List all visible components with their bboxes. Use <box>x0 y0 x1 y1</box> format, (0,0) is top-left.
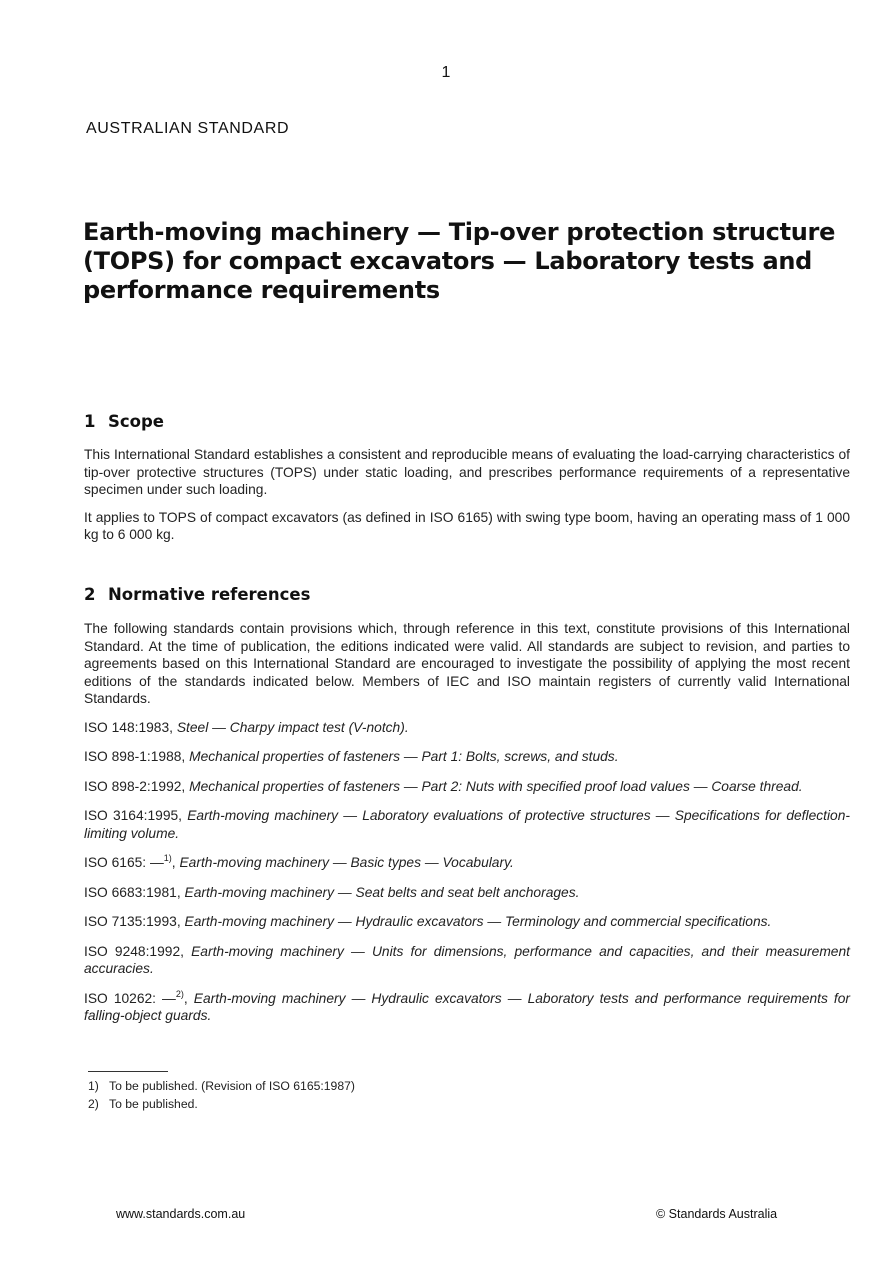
scope-body <box>84 446 850 544</box>
footnote-text: To be published. <box>109 1097 198 1111</box>
reference-title: Mechanical properties of fasteners — Part 1: Bolts, screws, and studs. <box>189 749 619 764</box>
reference-id: ISO 3164:1995, <box>84 808 182 823</box>
footer-url: www.standards.com.au <box>116 1207 246 1221</box>
footnote <box>88 1095 355 1113</box>
reference-id: ISO 7135:1993, <box>84 914 181 929</box>
reference-title: Earth-moving machinery — Seat belts and seat belt anchorages. <box>184 884 580 900</box>
footer-copyright: © Standards Australia <box>656 1207 778 1221</box>
normative-references-heading <box>84 585 310 604</box>
reference-title: Earth-moving machinery — Units for dimensions, performance and capacities, and their measurement accuracies. <box>84 943 850 976</box>
footnote-mark: 2) <box>88 1097 99 1111</box>
normative-references-intro: The following standards contain provisions which, through reference in this text, constitute provisions of this International Standard. At the time of publication, the editions indicated were valid. All standards are subject to revision, and parties to agreements based on this International Standard are encouraged to investigate the possibility of applying the most recent editions of the standards indicated below. Members of IEC and ISO maintain registers of currently valid International Standards. <box>84 621 850 706</box>
reference-id: ISO 898-1:1988, <box>84 749 186 764</box>
section-number: 2 <box>84 585 96 604</box>
reference-item <box>84 719 850 737</box>
reference-item <box>84 943 850 978</box>
reference-item <box>84 990 850 1025</box>
reference-item <box>84 884 850 902</box>
reference-title: Mechanical properties of fasteners — Part 2: Nuts with specified proof load values — Coarse thread. <box>189 778 803 794</box>
footnote-ref: 1) <box>163 853 172 863</box>
reference-id: ISO 9248:1992, <box>84 943 184 959</box>
reference-item <box>84 807 850 842</box>
footnote-mark: 1) <box>88 1079 99 1093</box>
reference-id: ISO 148:1983, <box>84 719 173 735</box>
reference-item <box>84 854 850 872</box>
section-title: Scope <box>108 412 165 431</box>
scope-paragraph: This International Standard establishes a consistent and reproducible means of evaluating the load-carrying characteristics of tip-over protective structures (TOPS) under static loading, and prescribes performance requirements of a representative specimen under such loading. <box>84 447 850 497</box>
reference-id: ISO 10262: — <box>84 990 176 1006</box>
scope-heading <box>84 412 164 431</box>
footnote-ref: 2) <box>175 988 184 999</box>
reference-separator: , <box>171 855 176 870</box>
section-number: 1 <box>84 412 96 431</box>
document-title: Earth-moving machinery — Tip-over protection structure (TOPS) for compact excavators — Laboratory tests and performance requirements <box>83 218 836 304</box>
reference-id: ISO 6165: — <box>84 855 164 870</box>
footnote-divider <box>88 1071 168 1072</box>
reference-id: ISO 898-2:1992, <box>84 778 186 794</box>
footnotes <box>88 1077 355 1113</box>
reference-title: Earth-moving machinery — Laboratory evaluations of protective structures — Specifications for deflection-limiting volume. <box>84 808 850 841</box>
reference-separator: , <box>183 990 188 1006</box>
reference-item <box>84 748 850 766</box>
normative-references-body <box>84 620 850 1037</box>
reference-title: Earth-moving machinery — Basic types — Vocabulary. <box>179 855 514 870</box>
reference-item <box>84 778 850 796</box>
reference-title: Earth-moving machinery — Hydraulic excavators — Terminology and commercial specifications. <box>184 914 772 929</box>
footnote-text: To be published. (Revision of ISO 6165:1987) <box>109 1079 355 1093</box>
standard-label: AUSTRALIAN STANDARD <box>86 120 290 137</box>
reference-list <box>84 719 850 1025</box>
reference-title: Earth-moving machinery — Hydraulic excavators — Laboratory tests and performance requirements for falling-object guards. <box>84 990 850 1023</box>
reference-id: ISO 6683:1981, <box>84 884 181 900</box>
section-title: Normative references <box>108 585 311 604</box>
reference-title: Steel — Charpy impact test (V-notch). <box>176 719 409 735</box>
page-number: 1 <box>441 64 451 81</box>
footnote <box>88 1077 355 1095</box>
scope-paragraph: It applies to TOPS of compact excavators (as defined in ISO 6165) with swing type boom, having an operating mass of 1 000 kg to 6 000 kg. <box>84 509 850 542</box>
reference-item <box>84 913 850 931</box>
